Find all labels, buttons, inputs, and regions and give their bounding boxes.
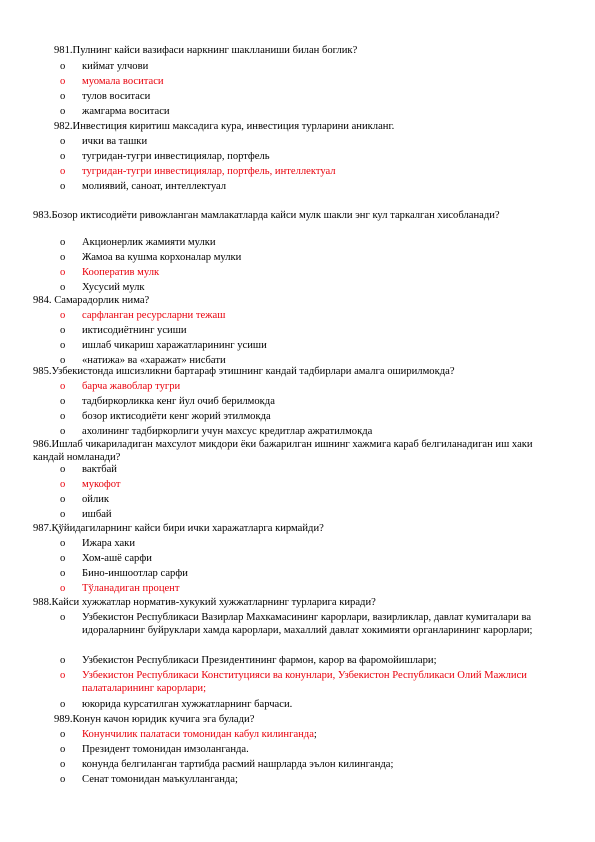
option-981-b-correct: o муомала воситаси [60, 76, 164, 87]
option-985-a-correct: o барча жавоблар тугри [60, 381, 181, 392]
bullet-icon: o [60, 355, 66, 366]
bullet-icon: o [60, 699, 66, 710]
bullet-icon: o [60, 583, 66, 594]
option-985-d: o ахолининг тадбиркорлиги учун махсус кредитлар ажратилмокда [60, 426, 373, 437]
option-982-b: o тугридан-тугри инвестициялар, портфель [60, 151, 270, 162]
bullet-icon: o [60, 151, 66, 162]
option-982-a: o ички ва ташки [60, 136, 148, 147]
option-984-a-correct: o сарфланган ресурсларни тежаш [60, 310, 226, 321]
option-989-d: o Сенат томонидан маъкулланганда; [60, 774, 238, 785]
option-983-b: o Жамоа ва кушма корхоналар мулки [60, 252, 242, 263]
bullet-icon: o [60, 464, 66, 475]
bullet-icon: o [60, 759, 66, 770]
question-985: 985.Узбекистонда ишсизликни бартараф этишнинг кандай тадбирлари амалга оширилмокда? [33, 366, 455, 377]
bullet-icon: o [60, 729, 66, 740]
bullet-icon: o [60, 310, 66, 321]
question-988: 988.Кайси хужжатлар норматив-хукукий хужжатларнинг турларига киради? [33, 597, 376, 608]
option-983-a: o Акционерлик жамияти мулки [60, 237, 216, 248]
bullet-icon: o [60, 612, 66, 623]
bullet-icon: o [60, 553, 66, 564]
bullet-icon: o [60, 494, 66, 505]
bullet-icon: o [60, 396, 66, 407]
bullet-icon: o [60, 381, 66, 392]
option-988-d: o юкорида курсатилган хужжатларнинг барчаси. [60, 699, 293, 710]
bullet-icon: o [60, 426, 66, 437]
bullet-icon: o [60, 76, 66, 87]
option-986-a: o вактбай [60, 464, 117, 475]
bullet-icon: o [60, 166, 66, 177]
option-983-c-correct: o Кооператив мулк [60, 267, 160, 278]
bullet-icon: o [60, 509, 66, 520]
option-985-b: o тадбиркорликка кенг йул очиб берилмокда [60, 396, 275, 407]
bullet-icon: o [60, 479, 66, 490]
option-987-a: o Ижара хаки [60, 538, 135, 549]
option-985-c: o бозор иктисодиёти кенг жорий этилмокда [60, 411, 271, 422]
bullet-icon: o [60, 411, 66, 422]
option-988-c-correct: o Узбекистон Республикаси Конституцияси ва конунлари, Узбекистон Республикаси Олий Мажлиси палаталарининг карорлари; [60, 670, 527, 694]
option-983-d: o Хусусий мулк [60, 282, 145, 293]
option-987-c: o Бино-иншоотлар сарфи [60, 568, 188, 579]
option-986-d: o ишбай [60, 509, 112, 520]
option-989-c: o конунда белгиланган тартибда расмий нашрларда эълон килинганда; [60, 759, 394, 770]
bullet-icon: o [60, 670, 66, 681]
question-982: 982.Инвестиция киритиш максадига кура, инвестиция турларини аникланг. [54, 121, 395, 132]
bullet-icon: o [60, 106, 66, 117]
bullet-icon: o [60, 325, 66, 336]
option-982-d: o молиявий, саноат, интеллектуал [60, 181, 227, 192]
question-981: 981.Пулнинг кайси вазифаси наркнинг шаклланиши билан боглик? [54, 45, 358, 56]
option-986-b-correct: o мукофот [60, 479, 121, 490]
bullet-icon: o [60, 267, 66, 278]
bullet-icon: o [60, 538, 66, 549]
question-984: 984. Самарадорлик нима? [33, 295, 150, 306]
bullet-icon: o [60, 181, 66, 192]
bullet-icon: o [60, 282, 66, 293]
option-984-b: o иктисодиётнинг усиши [60, 325, 187, 336]
option-989-b: o Президент томонидан имзоланганда. [60, 744, 249, 755]
bullet-icon: o [60, 136, 66, 147]
option-981-a: o киймат улчови [60, 61, 149, 72]
bullet-icon: o [60, 91, 66, 102]
bullet-icon: o [60, 655, 66, 666]
option-986-c: o ойлик [60, 494, 110, 505]
bullet-icon: o [60, 340, 66, 351]
bullet-icon: o [60, 744, 66, 755]
question-987: 987.Қўйидагиларнинг кайси бири ички харажатларга кирмайди? [33, 523, 324, 534]
question-986: 986.Ишлаб чикариладиган махсулот микдори ёки бажарилган ишнинг хажмига караб белгиланадиган иш хаки кандай номланади? [33, 439, 533, 463]
option-981-d: o жамгарма воситаси [60, 106, 170, 117]
option-989-a-correct: o Конунчилик палатаси томонидан кабул килинганда; [60, 729, 317, 740]
bullet-icon: o [60, 61, 66, 72]
option-988-b: o Узбекистон Республикаси Президентининг фармон, карор ва фаромойишлари; [60, 655, 437, 666]
option-984-c: o ишлаб чикариш харажатларининг усиши [60, 340, 267, 351]
option-984-d: o «натижа» ва «харажат» нисбати [60, 355, 226, 366]
question-989: 989.Конун качон юридик кучига эга булади? [54, 714, 255, 725]
question-983: 983.Бозор иктисодиёти ривожланган мамлакатларда кайси мулк шакли энг кул таркалган хисобланади? [33, 210, 500, 221]
bullet-icon: o [60, 774, 66, 785]
bullet-icon: o [60, 568, 66, 579]
option-988-a: o Узбекистон Республикаси Вазирлар Махкамасининг карорлари, вазирликлар, давлат кумиталари ва идораларнинг буйруклари хамда карорлари, махаллий давлат хокимияти органларининг карорлари; [60, 612, 533, 636]
option-987-d-correct: o Тўланадиган процент [60, 583, 180, 594]
bullet-icon: o [60, 252, 66, 263]
option-982-c-correct: o тугридан-тугри инвестициялар, портфель, интеллектуал [60, 166, 336, 177]
bullet-icon: o [60, 237, 66, 248]
option-987-b: o Хом-ашё сарфи [60, 553, 152, 564]
option-981-c: o тулов воситаси [60, 91, 151, 102]
